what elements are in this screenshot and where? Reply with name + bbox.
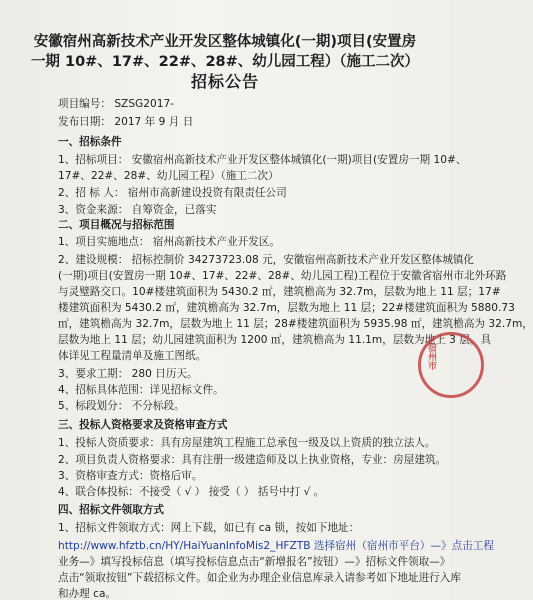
s2-line-10: 4、招标具体范围：详见招标文件。	[58, 384, 224, 396]
s2-line-7: 层数为地上 11 层；幼儿园建筑面积为 1200 ㎡，建筑檐高为 11.1m，层数为地上 3 层。具	[58, 334, 492, 346]
title-main: 招标公告	[190, 72, 259, 91]
s3-line-3: 3、资格审查方式：资格后审。	[58, 470, 203, 482]
s3-line-4: 4、联合体投标：不接受（ √ ） 接受（ ） 括号中打 √ 。	[58, 486, 325, 498]
section-4-heading: 四、招标文件领取方式	[58, 504, 164, 516]
s4-line-4: 点击“领取按钮”下载招标文件。如企业为办理企业信息库录入请参考如下地址进行入库	[58, 572, 461, 584]
publish-date: 发布日期： 2017 年 9 月 日	[58, 116, 194, 128]
s2-line-11: 5、标段划分： 不分标段。	[58, 400, 185, 412]
s4-line-1: 1、招标文件领取方式：网上下载，如已有 ca 锁，按如下地址：	[58, 522, 360, 534]
s1-line-3: 2、招 标 人： 宿州市高新建设投资有限责任公司	[58, 187, 287, 199]
project-number: 项目编号： SZSG2017-	[58, 98, 175, 110]
s4-line-3: 业务—》填写投标信息（填写投标信息点击“新增报名”按钮）—》招标文件领取—》	[58, 556, 451, 568]
seal-text: 宿州市	[426, 343, 436, 370]
title-line-2: 一期 10#、17#、22#、28#、幼儿园工程）（施工二次）	[30, 54, 420, 70]
s2-line-1: 1、项目实施地点： 宿州高新技术产业开发区。	[58, 236, 280, 248]
s2-line-4: 与灵璧路交口。10#楼建筑面积为 5430.2 ㎡，建筑檐高为 32.7m，层数为地上 11 层；17#	[58, 286, 501, 298]
section-3-heading: 三、投标人资格要求及资格审查方式	[58, 419, 228, 431]
s3-line-1: 1、投标人资质要求：具有房屋建筑工程施工总承包一级及以上资质的独立法人。	[58, 437, 436, 449]
s2-line-5: 楼建筑面积为 5430.2 ㎡，建筑檐高为 32.7m，层数为地上 11 层；22#楼建筑面积为 5880.73	[58, 302, 515, 314]
section-1-heading: 一、招标条件	[58, 136, 122, 148]
s1-line-2: 17#、22#、28#、幼儿园工程）（施工二次）	[58, 170, 279, 182]
s4-line-5: 和办理 ca。	[58, 588, 117, 600]
s2-line-2: 2、建设规模： 招标控制价 34273723.08 元，安徽宿州高新技术产业开发区整体城镇化	[58, 254, 475, 266]
s4-line-2-url[interactable]: http://www.hfztb.cn/HY/HaiYuanInfoMis2_HFZTB 选择宿州（宿州市平台）—》点击工程	[58, 540, 494, 552]
section-2-heading: 二、项目概况与招标范围	[58, 219, 175, 231]
s2-line-6: ㎡，建筑檐高为 32.7m，层数为地上 11 层；28#楼建筑面积为 5935.98 ㎡，建筑檐高为 32.7m，	[58, 318, 533, 330]
s1-line-4: 3、资金来源： 自筹资金，已落实	[58, 204, 217, 216]
s1-line-1: 1、招标项目： 安徽宿州高新技术产业开发区整体城镇化(一期)项目(安置房一期 10#、	[58, 154, 467, 166]
title-line-1: 安徽宿州高新技术产业开发区整体城镇化(一期)项目(安置房	[33, 34, 417, 50]
s2-line-3: (一期)项目(安置房一期 10#、17#、22#、28#、幼儿园工程)工程位于安徽省宿州市北外环路	[58, 270, 507, 282]
s3-line-2: 2、项目负责人资格要求：具有注册一级建造师及以上执业资格，专业：房屋建筑。	[58, 454, 447, 466]
s2-line-9: 3、要求工期： 280 日历天。	[58, 368, 198, 380]
s2-line-8: 体详见工程量清单及施工图纸。	[58, 350, 207, 362]
red-seal	[418, 332, 484, 398]
